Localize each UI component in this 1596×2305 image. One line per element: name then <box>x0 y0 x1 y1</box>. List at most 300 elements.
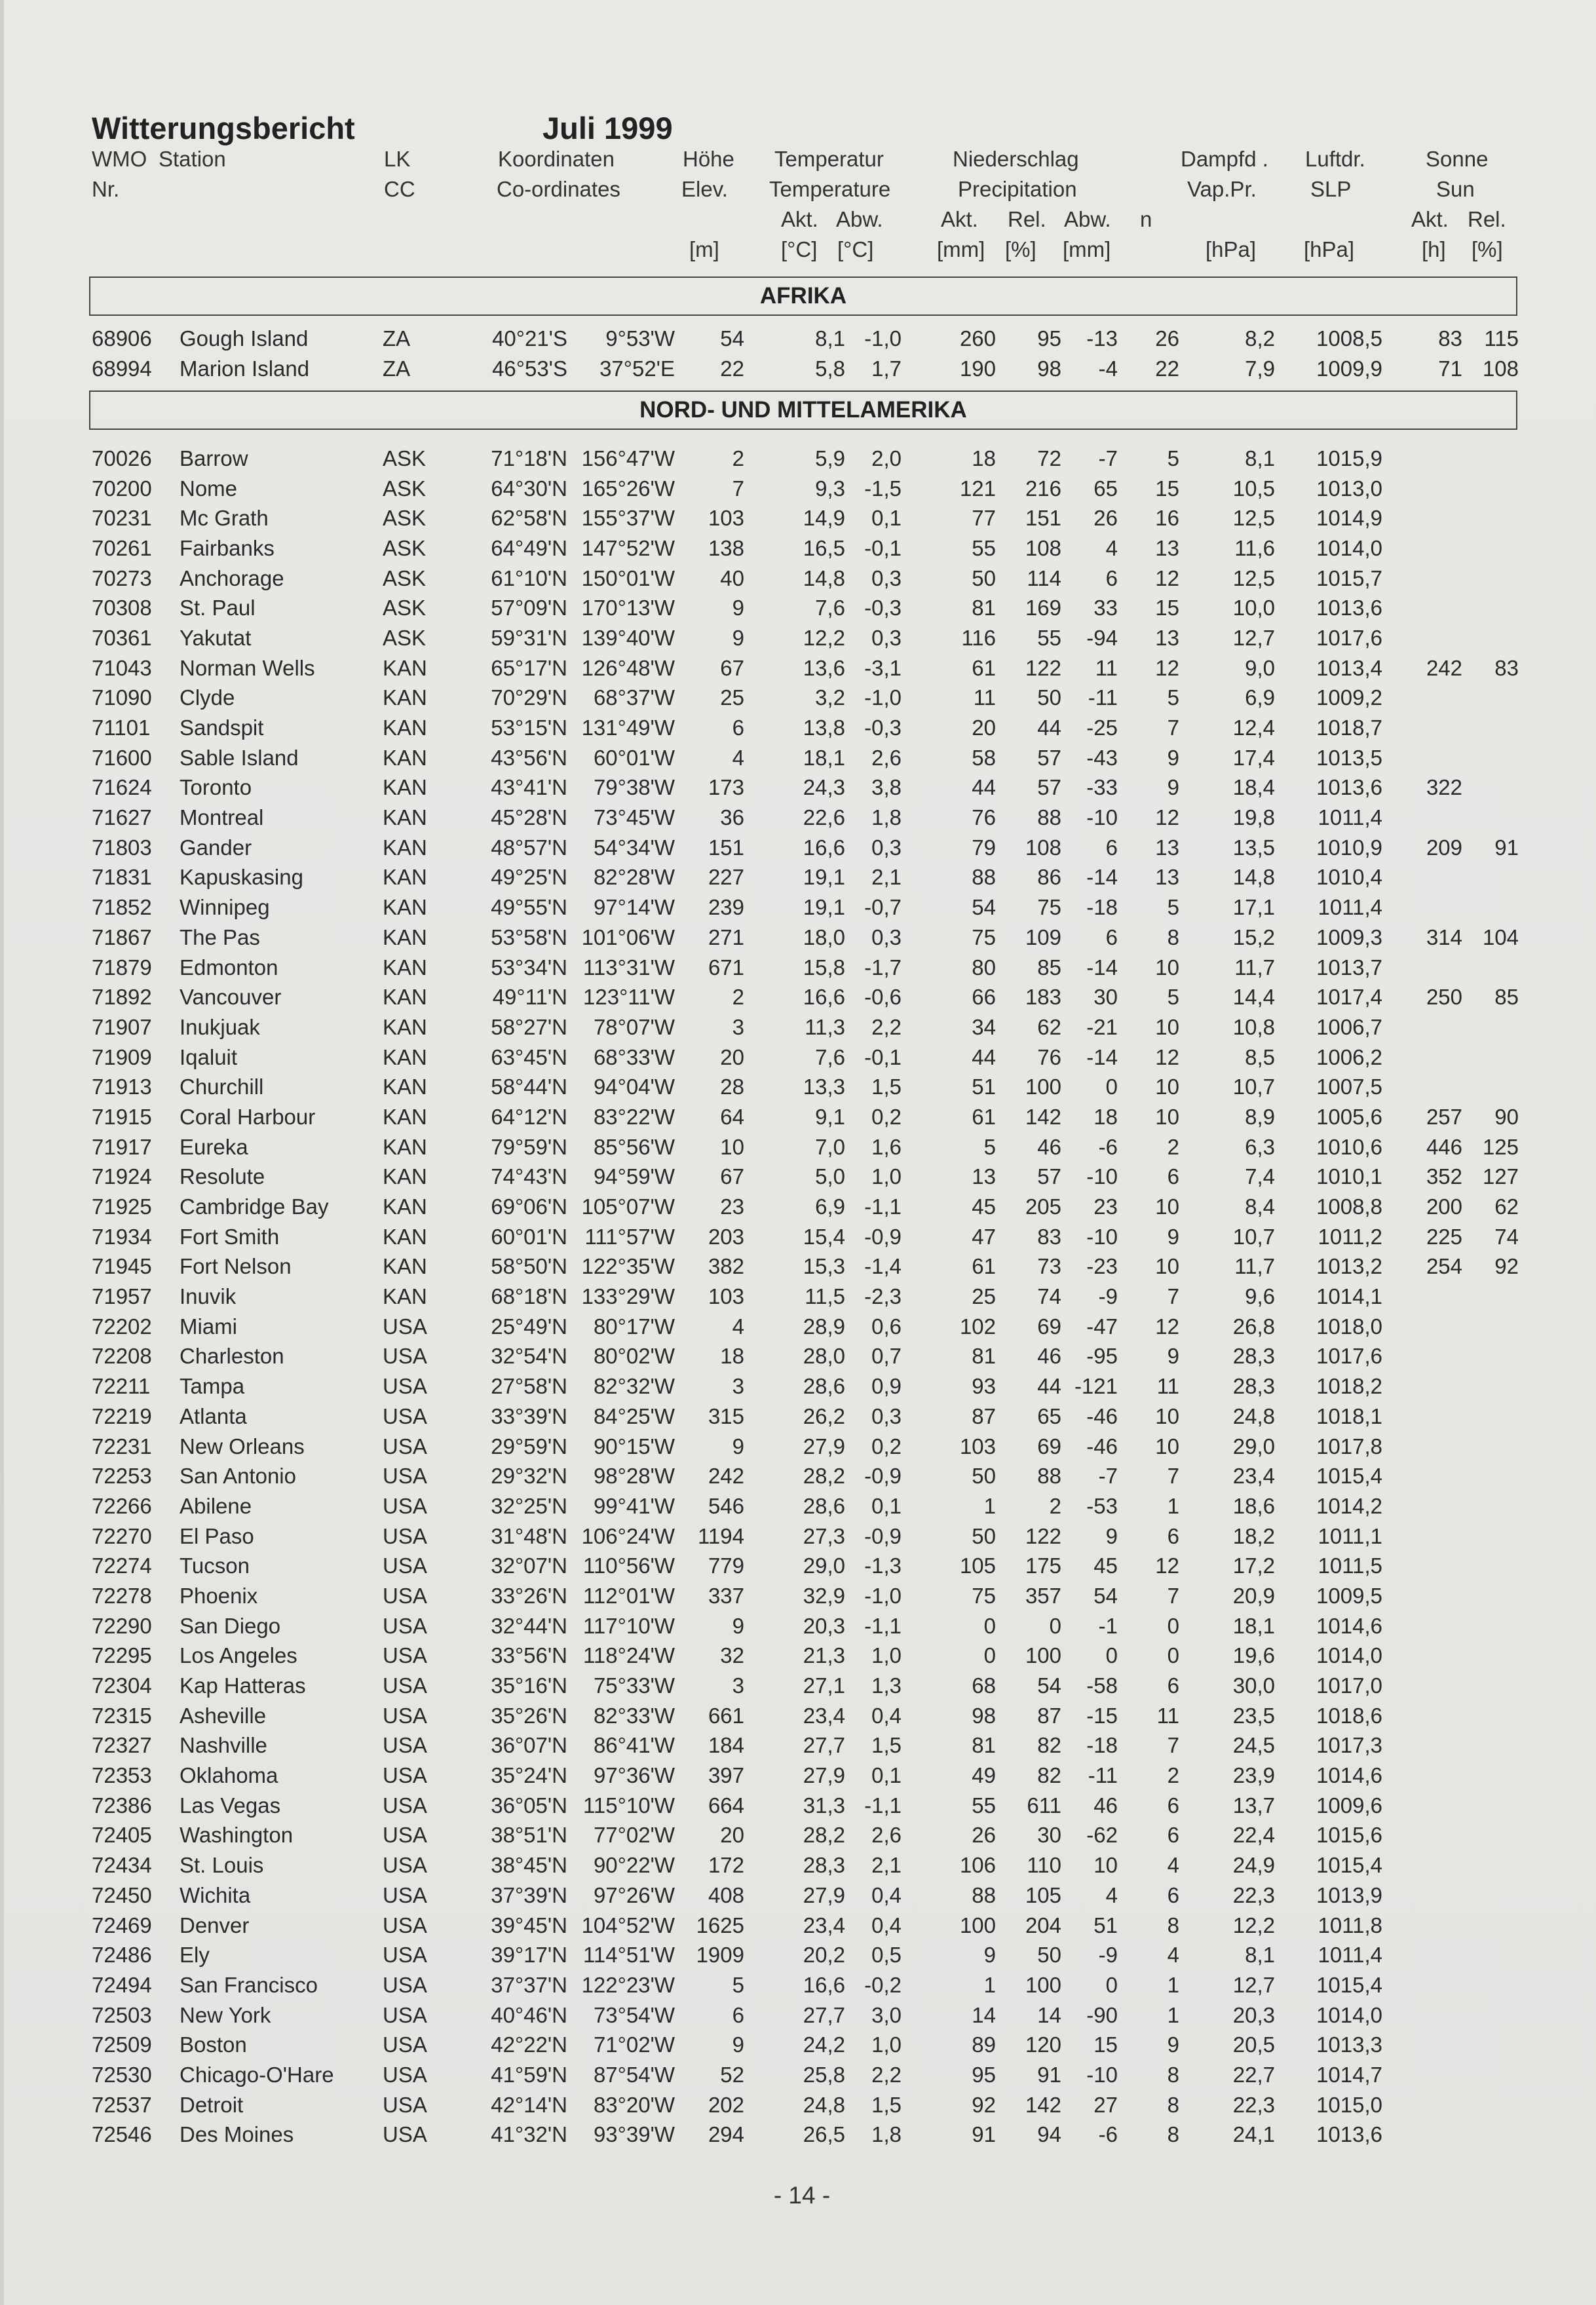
cell-lon: 101°06'W <box>581 924 675 949</box>
cell-temp-akt: 27,9 <box>803 1882 845 1907</box>
cell-prec-abw: -90 <box>1086 2002 1118 2027</box>
cell-slp: 1017,8 <box>1316 1434 1382 1458</box>
cell-lk: ASK <box>383 446 427 470</box>
cell-prec-rel: 142 <box>1025 1104 1061 1129</box>
cell-sun-akt <box>1382 623 1462 653</box>
cell-slp: 1014,9 <box>1316 506 1382 531</box>
cell-temp-abw: 3,8 <box>871 775 902 800</box>
cell-sun-rel <box>1462 2030 1519 2060</box>
table-row <box>4 1611 1519 1641</box>
cell-lk: KAN <box>383 715 427 740</box>
cell-lat: 49°11'N <box>492 985 567 1010</box>
cell-wmo-nr: 71957 <box>92 1284 152 1309</box>
cell-prec-n: 2 <box>1167 1763 1179 1788</box>
cell-sun-akt <box>1382 2000 1462 2030</box>
cell-sun-akt: 250 <box>1426 985 1462 1010</box>
cell-elev: 203 <box>708 1224 744 1249</box>
cell-prec-abw: -14 <box>1086 955 1118 980</box>
cell-vap-pr: 22,3 <box>1232 1882 1275 1907</box>
cell-prec-rel: 73 <box>1037 1254 1061 1279</box>
cell-station: Des Moines <box>180 2122 294 2147</box>
header-precip-n: n <box>1140 207 1152 231</box>
cell-lat: 31°48'N <box>491 1523 567 1548</box>
cell-prec-rel: 57 <box>1037 775 1061 800</box>
cell-temp-akt: 15,8 <box>803 955 845 980</box>
cell-prec-akt: 0 <box>983 1613 996 1638</box>
cell-wmo-nr: 72353 <box>92 1763 152 1788</box>
cell-lon: 126°48'W <box>581 655 675 680</box>
cell-sun-akt <box>1382 1821 1462 1851</box>
cell-prec-abw: -46 <box>1086 1403 1118 1428</box>
cell-elev: 239 <box>708 895 744 920</box>
cell-vap-pr: 7,4 <box>1245 1164 1275 1189</box>
cell-prec-rel: 88 <box>1037 1464 1061 1489</box>
cell-lat: 35°24'N <box>491 1763 567 1788</box>
cell-prec-rel: 100 <box>1025 1643 1061 1668</box>
cell-temp-abw: -0,3 <box>864 715 902 740</box>
cell-temp-akt: 5,8 <box>815 356 845 381</box>
cell-temp-akt: 27,9 <box>803 1434 845 1458</box>
cell-temp-abw: 1,7 <box>871 356 902 381</box>
table-row <box>4 1132 1519 1162</box>
cell-prec-akt: 26 <box>972 1823 996 1848</box>
header-unit-mm-2: [mm] <box>1063 237 1111 261</box>
cell-prec-n: 13 <box>1155 835 1179 860</box>
table-row <box>4 623 1519 653</box>
cell-station: Fairbanks <box>180 535 275 560</box>
cell-lon: 165°26'W <box>581 476 675 501</box>
cell-temp-abw: 2,1 <box>871 865 902 890</box>
cell-lon: 77°02'W <box>593 1823 675 1848</box>
cell-sun-rel: 104 <box>1482 924 1519 949</box>
cell-sun-rel <box>1462 2090 1519 2120</box>
cell-sun-rel: 127 <box>1482 1164 1519 1189</box>
cell-sun-akt <box>1382 2120 1462 2150</box>
cell-sun-akt <box>1382 1401 1462 1432</box>
cell-elev: 271 <box>708 924 744 949</box>
table-row <box>4 1222 1519 1252</box>
cell-vap-pr: 18,4 <box>1232 775 1275 800</box>
table-row <box>4 1850 1519 1880</box>
cell-prec-akt: 61 <box>972 1104 996 1129</box>
cell-sun-rel <box>1462 1551 1519 1581</box>
cell-sun-akt <box>1382 1342 1462 1372</box>
cell-elev: 546 <box>708 1493 744 1518</box>
cell-elev: 337 <box>708 1583 744 1608</box>
cell-sun-rel: 83 <box>1494 655 1519 680</box>
cell-sun-akt: 242 <box>1426 655 1462 680</box>
cell-lon: 90°15'W <box>593 1434 675 1458</box>
cell-lon: 170°13'W <box>581 596 675 620</box>
cell-temp-akt: 19,1 <box>803 895 845 920</box>
cell-temp-abw: 0,3 <box>871 1403 902 1428</box>
cell-slp: 1009,3 <box>1316 924 1382 949</box>
cell-temp-abw: 0,7 <box>871 1344 902 1369</box>
cell-temp-akt: 31,3 <box>803 1793 845 1818</box>
cell-prec-akt: 88 <box>972 865 996 890</box>
cell-prec-n: 13 <box>1155 535 1179 560</box>
cell-prec-rel: 94 <box>1037 2122 1061 2147</box>
cell-lon: 68°37'W <box>593 685 675 710</box>
cell-temp-abw: -0,6 <box>864 985 902 1010</box>
cell-sun-akt: 225 <box>1426 1224 1462 1249</box>
cell-slp: 1008,8 <box>1316 1194 1382 1219</box>
cell-prec-n: 10 <box>1155 1254 1179 1279</box>
cell-slp: 1011,4 <box>1318 805 1382 830</box>
cell-prec-n: 6 <box>1167 1823 1179 1848</box>
cell-elev: 67 <box>720 1164 744 1189</box>
cell-prec-akt: 121 <box>959 476 996 501</box>
cell-station: Oklahoma <box>180 1763 278 1788</box>
cell-sun-akt <box>1382 2090 1462 2120</box>
cell-temp-akt: 27,3 <box>803 1523 845 1548</box>
cell-elev: 7 <box>732 476 744 501</box>
cell-vap-pr: 9,0 <box>1245 655 1275 680</box>
cell-temp-akt: 3,2 <box>815 685 845 710</box>
cell-sun-akt <box>1382 1042 1462 1073</box>
cell-prec-rel: 74 <box>1037 1284 1061 1309</box>
cell-wmo-nr: 71600 <box>92 745 152 770</box>
cell-sun-akt <box>1382 444 1462 474</box>
cell-vap-pr: 22,3 <box>1232 2092 1275 2117</box>
cell-temp-akt: 21,3 <box>803 1643 845 1668</box>
cell-temp-abw: 3,0 <box>871 2002 902 2027</box>
cell-sun-akt <box>1382 953 1462 983</box>
cell-temp-akt: 9,1 <box>815 1104 845 1129</box>
cell-lon: 73°54'W <box>593 2002 675 2027</box>
cell-prec-n: 9 <box>1167 775 1179 800</box>
cell-lon: 94°59'W <box>593 1164 675 1189</box>
cell-lat: 61°10'N <box>491 565 567 590</box>
table-row <box>4 1880 1519 1911</box>
cell-lat: 62°58'N <box>491 506 567 531</box>
cell-vap-pr: 15,2 <box>1232 924 1275 949</box>
cell-vap-pr: 10,7 <box>1232 1075 1275 1099</box>
cell-slp: 1011,8 <box>1318 1913 1382 1937</box>
cell-vap-pr: 28,3 <box>1232 1374 1275 1399</box>
cell-vap-pr: 22,4 <box>1232 1823 1275 1848</box>
table-row <box>4 803 1519 833</box>
table-row <box>4 474 1519 504</box>
cell-sun-rel <box>1462 1761 1519 1791</box>
cell-lk: KAN <box>383 1014 427 1039</box>
cell-lon: 114°51'W <box>583 1943 675 1968</box>
cell-lat: 35°16'N <box>491 1673 567 1698</box>
cell-prec-akt: 75 <box>972 924 996 949</box>
cell-station: Eureka <box>180 1134 248 1159</box>
cell-sun-rel <box>1462 773 1519 803</box>
cell-lon: 99°41'W <box>593 1493 675 1518</box>
cell-slp: 1009,2 <box>1316 685 1382 710</box>
cell-temp-akt: 7,6 <box>815 596 845 620</box>
cell-vap-pr: 10,7 <box>1232 1224 1275 1249</box>
cell-sun-akt: 209 <box>1426 835 1462 860</box>
cell-wmo-nr: 72469 <box>92 1913 152 1937</box>
cell-elev: 6 <box>732 2002 744 2027</box>
cell-sun-rel: 62 <box>1494 1194 1519 1219</box>
cell-lon: 78°07'W <box>593 1014 675 1039</box>
cell-wmo-nr: 71090 <box>92 685 152 710</box>
cell-slp: 1010,4 <box>1316 865 1382 890</box>
cell-wmo-nr: 71624 <box>92 775 152 800</box>
cell-temp-akt: 24,2 <box>803 2032 845 2057</box>
cell-temp-akt: 13,8 <box>803 715 845 740</box>
cell-lon: 147°52'W <box>581 535 675 560</box>
cell-prec-rel: 183 <box>1025 985 1061 1010</box>
cell-station: Inukjuak <box>180 1014 260 1039</box>
cell-prec-n: 12 <box>1155 1314 1179 1339</box>
cell-prec-akt: 88 <box>972 1882 996 1907</box>
cell-lon: 123°11'W <box>583 985 675 1010</box>
cell-prec-rel: 83 <box>1037 1224 1061 1249</box>
cell-sun-rel <box>1462 1731 1519 1761</box>
cell-elev: 664 <box>708 1793 744 1818</box>
cell-prec-akt: 93 <box>972 1374 996 1399</box>
cell-prec-n: 10 <box>1155 955 1179 980</box>
cell-sun-rel <box>1462 593 1519 623</box>
cell-vap-pr: 19,6 <box>1232 1643 1275 1668</box>
cell-prec-rel: 50 <box>1037 1943 1061 1968</box>
cell-prec-akt: 77 <box>972 506 996 531</box>
cell-sun-rel <box>1462 1641 1519 1671</box>
cell-sun-rel <box>1462 1701 1519 1731</box>
cell-prec-n: 6 <box>1167 1793 1179 1818</box>
cell-wmo-nr: 72253 <box>92 1464 152 1489</box>
cell-slp: 1014,7 <box>1316 2062 1382 2087</box>
cell-wmo-nr: 70200 <box>92 476 152 501</box>
cell-station: St. Louis <box>180 1853 264 1878</box>
cell-lk: USA <box>383 1493 427 1518</box>
cell-sun-rel <box>1462 892 1519 923</box>
cell-lon: 112°01'W <box>583 1583 675 1608</box>
table-row <box>4 1641 1519 1671</box>
cell-elev: 138 <box>708 535 744 560</box>
cell-sun-rel <box>1462 1911 1519 1941</box>
cell-sun-akt <box>1382 1371 1462 1401</box>
cell-lk: USA <box>383 1943 427 1968</box>
cell-prec-akt: 0 <box>983 1643 996 1668</box>
cell-station: Ely <box>180 1943 210 1968</box>
cell-prec-rel: 216 <box>1025 476 1061 501</box>
cell-sun-rel: 74 <box>1494 1224 1519 1249</box>
cell-temp-akt: 28,9 <box>803 1314 845 1339</box>
cell-lk: KAN <box>383 1254 427 1279</box>
cell-lk: KAN <box>383 1104 427 1129</box>
cell-elev: 3 <box>732 1673 744 1698</box>
header-wmo: WMO <box>92 147 147 171</box>
cell-temp-akt: 18,0 <box>803 924 845 949</box>
cell-lk: USA <box>383 1314 427 1339</box>
cell-prec-abw: 45 <box>1093 1553 1118 1578</box>
cell-slp: 1011,1 <box>1318 1523 1382 1548</box>
cell-temp-abw: 0,2 <box>871 1434 902 1458</box>
cell-lk: USA <box>383 1403 427 1428</box>
cell-lat: 33°56'N <box>491 1643 567 1668</box>
cell-prec-akt: 50 <box>972 1464 996 1489</box>
header-precip-akt: Akt. <box>941 207 978 231</box>
cell-lat: 46°53'S <box>492 356 567 381</box>
cell-station: Norman Wells <box>180 655 315 680</box>
cell-prec-n: 9 <box>1167 2032 1179 2057</box>
cell-elev: 172 <box>708 1853 744 1878</box>
cell-prec-abw: -62 <box>1086 1823 1118 1848</box>
header-precip-abw: Abw. <box>1064 207 1111 231</box>
cell-elev: 1194 <box>698 1523 744 1548</box>
cell-vap-pr: 6,9 <box>1245 685 1275 710</box>
cell-lat: 40°21'S <box>492 326 567 351</box>
cell-prec-abw: 51 <box>1093 1913 1118 1937</box>
cell-prec-n: 9 <box>1167 1224 1179 1249</box>
cell-lat: 45°28'N <box>491 805 567 830</box>
cell-temp-akt: 9,3 <box>815 476 845 501</box>
cell-lon: 97°36'W <box>593 1763 675 1788</box>
cell-station: New York <box>180 2002 271 2027</box>
cell-sun-rel <box>1462 1880 1519 1911</box>
cell-station: Yakutat <box>180 625 252 650</box>
cell-temp-abw: -1,7 <box>864 955 902 980</box>
cell-temp-abw: 1,0 <box>871 1643 902 1668</box>
cell-prec-n: 10 <box>1155 1014 1179 1039</box>
cell-slp: 1013,2 <box>1316 1254 1382 1279</box>
cell-prec-akt: 103 <box>959 1434 996 1458</box>
cell-lk: USA <box>383 1733 427 1758</box>
cell-prec-akt: 51 <box>972 1075 996 1099</box>
cell-prec-abw: -21 <box>1086 1014 1118 1039</box>
cell-temp-abw: -0,7 <box>864 895 902 920</box>
cell-elev: 779 <box>708 1553 744 1578</box>
cell-prec-akt: 34 <box>972 1014 996 1039</box>
cell-lat: 64°12'N <box>491 1104 567 1129</box>
cell-sun-rel <box>1462 1371 1519 1401</box>
cell-lk: ZA <box>383 326 411 351</box>
cell-prec-n: 10 <box>1155 1104 1179 1129</box>
station-table-afrika <box>4 324 1519 383</box>
cell-elev: 40 <box>720 565 744 590</box>
table-row <box>4 1072 1519 1102</box>
cell-vap-pr: 24,5 <box>1232 1733 1275 1758</box>
cell-sun-rel <box>1462 1671 1519 1701</box>
table-row <box>4 1821 1519 1851</box>
cell-prec-abw: 54 <box>1093 1583 1118 1608</box>
cell-sun-rel <box>1462 1282 1519 1312</box>
cell-vap-pr: 24,8 <box>1232 1403 1275 1428</box>
table-row <box>4 1791 1519 1821</box>
cell-temp-abw: -1,1 <box>864 1793 902 1818</box>
cell-temp-akt: 11,3 <box>805 1014 845 1039</box>
cell-prec-akt: 55 <box>972 535 996 560</box>
header-unit-h: [h] <box>1422 237 1446 261</box>
header-station: Station <box>159 147 226 171</box>
cell-prec-n: 12 <box>1155 1044 1179 1069</box>
cell-prec-akt: 18 <box>972 446 996 470</box>
cell-station: Marion Island <box>180 356 310 381</box>
cell-slp: 1013,6 <box>1316 596 1382 620</box>
table-row <box>4 923 1519 953</box>
cell-prec-abw: -121 <box>1074 1374 1118 1399</box>
cell-sun-rel <box>1462 2120 1519 2150</box>
cell-wmo-nr: 72537 <box>92 2092 152 2117</box>
page-number: - 14 - <box>773 2182 831 2209</box>
cell-sun-rel <box>1462 683 1519 714</box>
cell-prec-n: 4 <box>1167 1853 1179 1878</box>
cell-station: Cambridge Bay <box>180 1194 329 1219</box>
cell-prec-abw: -25 <box>1086 715 1118 740</box>
cell-prec-n: 7 <box>1167 715 1179 740</box>
cell-vap-pr: 20,9 <box>1232 1583 1275 1608</box>
cell-prec-n: 7 <box>1167 1583 1179 1608</box>
cell-lk: ASK <box>383 535 427 560</box>
cell-lat: 42°14'N <box>491 2092 567 2117</box>
cell-wmo-nr: 72327 <box>92 1733 152 1758</box>
cell-lon: 75°33'W <box>593 1673 675 1698</box>
cell-prec-akt: 45 <box>972 1194 996 1219</box>
cell-lk: USA <box>383 1374 427 1399</box>
cell-temp-abw: 0,3 <box>871 625 902 650</box>
cell-station: Asheville <box>180 1703 267 1728</box>
cell-lat: 65°17'N <box>491 655 567 680</box>
table-row <box>4 324 1519 354</box>
cell-temp-akt: 13,3 <box>803 1075 845 1099</box>
cell-station: Boston <box>180 2032 247 2057</box>
cell-prec-akt: 25 <box>972 1284 996 1309</box>
cell-lk: KAN <box>383 775 427 800</box>
cell-slp: 1014,6 <box>1316 1613 1382 1638</box>
cell-lk: ZA <box>383 356 411 381</box>
cell-station: Charleston <box>180 1344 284 1369</box>
cell-prec-rel: 54 <box>1037 1673 1061 1698</box>
cell-temp-abw: -0,3 <box>864 596 902 620</box>
cell-temp-akt: 13,6 <box>803 655 845 680</box>
cell-prec-abw: -15 <box>1086 1703 1118 1728</box>
cell-temp-akt: 26,5 <box>803 2122 845 2147</box>
cell-slp: 1009,5 <box>1316 1583 1382 1608</box>
cell-prec-rel: 50 <box>1037 685 1061 710</box>
cell-vap-pr: 12,7 <box>1232 625 1275 650</box>
cell-sun-akt <box>1382 1641 1462 1671</box>
cell-lon: 79°38'W <box>593 775 675 800</box>
cell-vap-pr: 11,6 <box>1234 535 1275 560</box>
cell-prec-rel: 57 <box>1037 1164 1061 1189</box>
cell-lon: 9°53'W <box>605 326 675 351</box>
cell-slp: 1008,5 <box>1316 326 1382 351</box>
table-row <box>4 1371 1519 1401</box>
cell-prec-akt: 1 <box>983 1493 996 1518</box>
cell-prec-abw: -7 <box>1098 1464 1118 1489</box>
cell-lk: USA <box>383 1344 427 1369</box>
cell-temp-akt: 16,5 <box>803 535 845 560</box>
cell-slp: 1018,0 <box>1316 1314 1382 1339</box>
cell-slp: 1018,7 <box>1316 715 1382 740</box>
cell-prec-abw: 6 <box>1105 835 1118 860</box>
cell-station: Gander <box>180 835 252 860</box>
cell-vap-pr: 14,8 <box>1232 865 1275 890</box>
cell-temp-abw: -0,9 <box>864 1224 902 1249</box>
section-band-nord-mittelamerika: NORD- UND MITTELAMERIKA <box>89 391 1517 430</box>
cell-prec-abw: -11 <box>1088 1763 1118 1788</box>
cell-prec-rel: 30 <box>1037 1823 1061 1848</box>
table-row <box>4 713 1519 743</box>
cell-lon: 54°34'W <box>593 835 675 860</box>
cell-sun-akt <box>1382 1012 1462 1042</box>
cell-sun-akt <box>1382 892 1462 923</box>
cell-station: Kap Hatteras <box>180 1673 306 1698</box>
cell-temp-akt: 15,3 <box>803 1254 845 1279</box>
cell-prec-n: 1 <box>1167 1972 1179 1997</box>
cell-sun-akt <box>1382 474 1462 504</box>
cell-sun-rel <box>1462 2000 1519 2030</box>
cell-station: Kapuskasing <box>180 865 303 890</box>
cell-lk: USA <box>383 2092 427 2117</box>
